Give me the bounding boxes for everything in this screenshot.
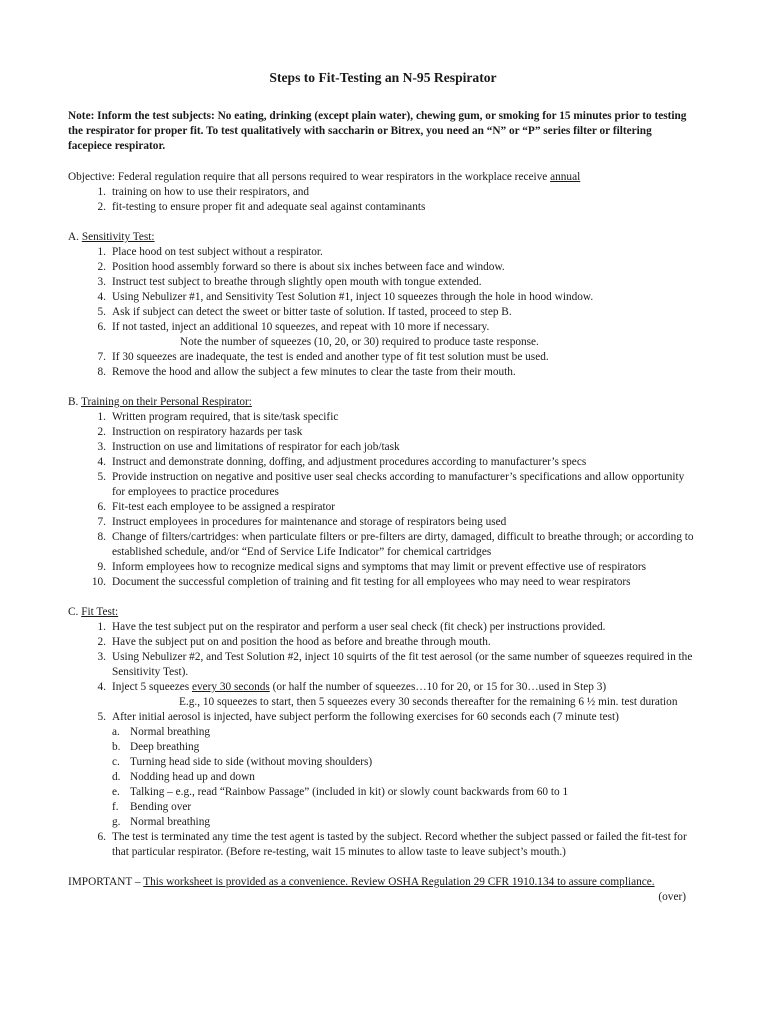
training-list: [68, 410, 698, 590]
fit-test-section: [68, 605, 698, 860]
list-item-note: E.g., 10 squeezes to start, then 5 squeezes every 30 seconds thereafter for the remaining 6 ½ min. test duration: [179, 696, 678, 708]
over-label: (over): [658, 891, 686, 903]
objective-section: [68, 170, 698, 215]
sensitivity-list: [68, 245, 698, 380]
objective-text: [68, 170, 698, 185]
list-item: 8. Remove the hood and allow the subject a few minutes to clear the taste from their mouth.: [97, 366, 516, 378]
list-item: 9. Inform employees how to recognize medical signs and symptoms that may limit or prevent effective use of respirators: [97, 561, 647, 573]
list-item-note: Note the number of squeezes (10, 20, or 30) required to produce taste response.: [180, 336, 539, 348]
list-item: 4. Instruct and demonstrate donning, doffing, and adjustment procedures according to manufacturer’s specs: [97, 456, 587, 468]
important-notice: IMPORTANT – This worksheet is provided as a convenience. Review OSHA Regulation 29 CFR 1910.134 to assure compliance.: [68, 876, 655, 888]
list-item: 4. Inject 5 squeezes every 30 seconds (or half the number of squeezes…10 for 20, or 15 for 30…used in Step 3): [97, 681, 607, 693]
training-heading: Training on their Personal Respirator:: [80, 396, 252, 408]
list-item: 7. Instruct employees in procedures for maintenance and storage of respirators being used: [97, 516, 507, 528]
exercise-item: d. Nodding head up and down: [112, 771, 255, 783]
list-item: 6. If not tasted, inject an additional 10 squeezes, and repeat with 10 more if necessary.: [97, 321, 490, 333]
exercise-item: a. Normal breathing: [112, 726, 210, 738]
training-section: [68, 395, 698, 590]
list-item: [68, 200, 698, 215]
list-item: 5. Ask if subject can detect the sweet or bitter taste of solution. If tasted, proceed to step B.: [97, 306, 512, 318]
list-item: 1. Place hood on test subject without a respirator.: [97, 246, 323, 258]
section-heading: B. Training on their Personal Respirator:: [68, 396, 252, 408]
exercise-item: b. Deep breathing: [112, 741, 200, 753]
list-item: 8. Change of filters/cartridges: when particulate filters or pre-filters are dirty, damaged, difficult to breathe through; or according to established schedule, and/or “End of Service Life Indicator” for chemical cartridges: [97, 531, 694, 558]
list-item: 3. Instruction on use and limitations of respirator for each job/task: [97, 441, 400, 453]
list-item: 4. Using Nebulizer #1, and Sensitivity Test Solution #1, inject 10 squeezes through the hole in hood window.: [97, 291, 594, 303]
list-item: [68, 185, 698, 200]
list-item: 10. Document the successful completion of training and fit testing for all employees who may need to wear respirators: [91, 576, 631, 588]
fit-test-list: [68, 620, 698, 860]
note-paragraph: Note: Inform the test subjects: No eating, drinking (except plain water), chewing gum, or smoking for 15 minutes prior to testing the respirator for proper fit. To test qualitatively with saccharin or Bitrex, you need an “N” or “P” series filter or filtering facepiece respirator.: [68, 110, 687, 152]
objective-underlined: annual: [550, 171, 581, 183]
list-item: 2. Have the subject put on and position the hood as before and breathe through mouth.: [97, 636, 491, 648]
objective-list: [68, 185, 698, 215]
page-title: Steps to Fit-Testing an N-95 Respirator: [269, 70, 497, 85]
exercise-item: g. Normal breathing: [112, 816, 210, 828]
list-item: 6. The test is terminated any time the test agent is tasted by the subject. Record whether the subject passed or failed the fit-test for that particular respirator. (Before re-testing, wait 15 minutes to allow taste to leave subject’s mouth.): [97, 831, 687, 858]
item-text: fit-testing to ensure proper fit and adequate seal against contaminants: [112, 201, 426, 213]
section-heading: C. Fit Test:: [68, 606, 119, 618]
fit-test-heading: Fit Test:: [81, 606, 119, 618]
list-item: 5. After initial aerosol is injected, have subject perform the following exercises for 60 seconds each (7 minute test) a. Normal breathing b. Deep breathing c. Turning head side to side (without moving shoulders) d. Nodding head up and down e. Talking – e.g., read “Rainbow Passage” (included in kit) or slowly count backwards from 60 to 1 f. Bending over g. Normal breathing: [68, 710, 698, 830]
list-item: 6. Fit-test each employee to be assigned a respirator: [97, 501, 336, 513]
list-item: 2. Instruction on respiratory hazards per task: [97, 426, 303, 438]
list-item: 1. Written program required, that is site/task specific: [97, 411, 339, 423]
sensitivity-heading: Sensitivity Test:: [81, 231, 155, 243]
objective-prefix: Objective: Federal regulation require that all persons required to wear respirators in the workplace receive: [68, 171, 551, 183]
exercise-item: f. Bending over: [112, 801, 192, 813]
list-item: 2. Position hood assembly forward so there is about six inches between face and window.: [97, 261, 505, 273]
exercise-item: c. Turning head side to side (without moving shoulders): [112, 756, 373, 768]
exercise-item: e. Talking – e.g., read “Rainbow Passage” (included in kit) or slowly count backwards from 60 to 1: [112, 786, 569, 798]
list-item: 5. Provide instruction on negative and positive user seal checks according to manufacturer’s specifications and allow opportunity for employees to practice procedures: [97, 471, 685, 498]
item-number: 2.: [97, 201, 106, 213]
item-number: 1.: [97, 186, 106, 198]
list-item: 1. Have the test subject put on the respirator and perform a user seal check (fit check) per instructions provided.: [97, 621, 606, 633]
section-heading: A. Sensitivity Test:: [68, 231, 155, 243]
sensitivity-section: [68, 230, 698, 380]
list-item: 3. Using Nebulizer #2, and Test Solution #2, inject 10 squirts of the fit test aerosol (or the same number of squeezes required in the Sensitivity Test).: [97, 651, 693, 678]
list-item: 7. If 30 squeezes are inadequate, the test is ended and another type of fit test solution must be used.: [97, 351, 549, 363]
item-text: training on how to use their respirators, and: [112, 186, 310, 198]
exercise-list: [68, 725, 698, 830]
list-item: 3. Instruct test subject to breathe through slightly open mouth with tongue extended.: [97, 276, 482, 288]
